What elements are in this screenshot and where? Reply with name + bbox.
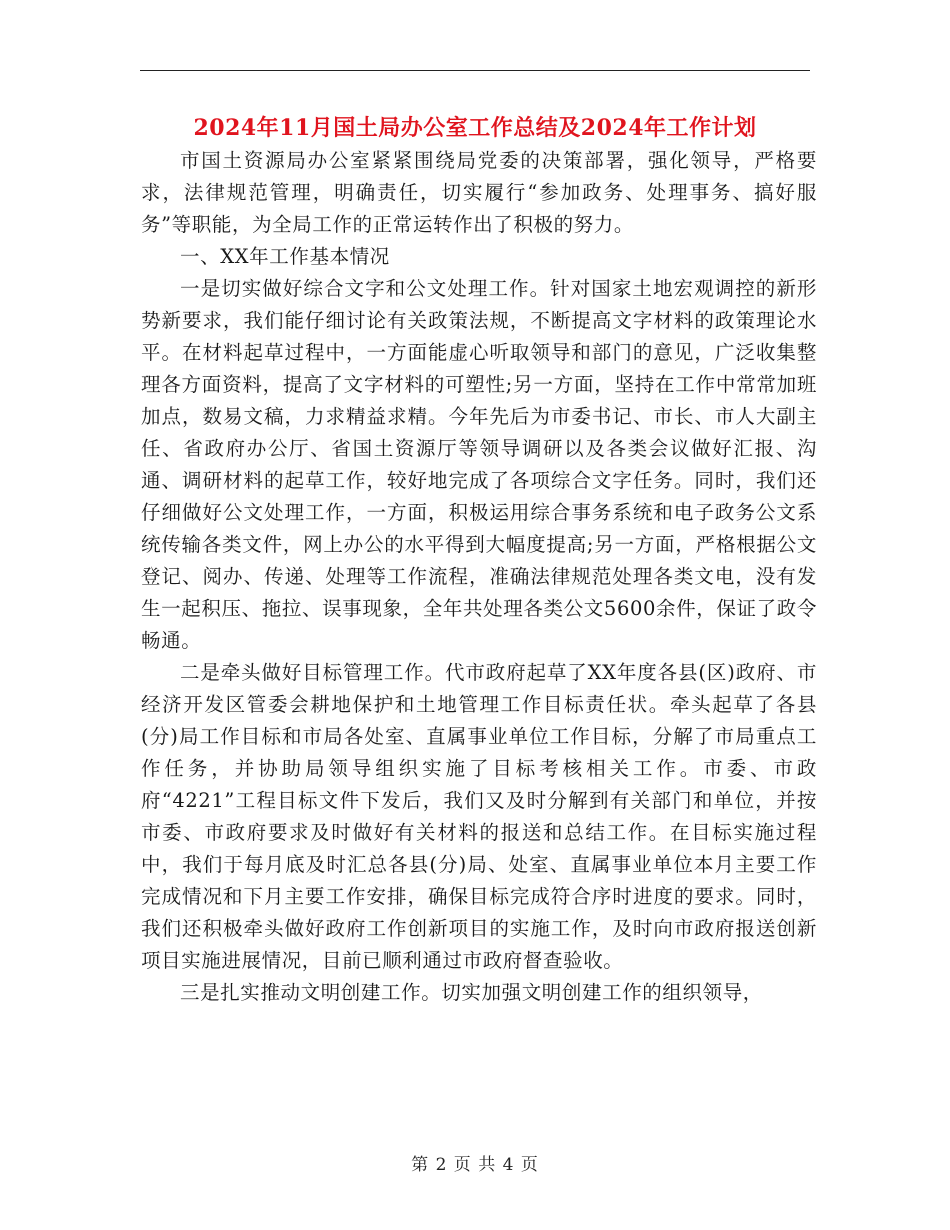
document-title: 2024年11月国土局办公室工作总结及2024年工作计划 <box>193 115 757 141</box>
document-body <box>141 145 817 1009</box>
section-heading: 一、XX年工作基本情况 <box>180 245 390 268</box>
paragraph-item-3: 三是扎实推动文明创建工作。切实加强文明创建工作的组织领导， <box>180 981 763 1004</box>
paragraph-item-2: 二是牵头做好目标管理工作。代市政府起草了XX年度各县(区)政府、市经济开发区管委会耕地保护和土地管理工作目标责任状。牵头起草了各县(分)局工作目标和市局各处室、直属事业单位工作目标，分解了市局重点工作任务，并协助局领导组织实施了目标考核相关工作。市委、市政府“4221”工程目标文件下发后，我们又及时分解到有关部门和单位，并按市委、市政府要求及时做好有关材料的报送和总结工作。在目标实施过程中，我们于每月底及时汇总各县(分)局、处室、直属事业单位本月主要工作完成情况和下月主要工作安排，确保目标完成符合序时进度的要求。同时，我们还积极牵头做好政府工作创新项目的实施工作，及时向市政府报送创新项目实施进展情况，目前已顺利通过市政府督查验收。 <box>141 661 817 972</box>
page-number-footer: 第 2 页 共 4 页 <box>411 1155 539 1175</box>
paragraph-intro: 市国土资源局办公室紧紧围绕局党委的决策部署，强化领导，严格要求，法律规范管理，明确责任，切实履行“参加政务、处理事务、搞好服务”等职能，为全局工作的正常运转作出了积极的努力。 <box>141 149 817 236</box>
paragraph-item-1: 一是切实做好综合文字和公文处理工作。针对国家土地宏观调控的新形势新要求，我们能仔细讨论有关政策法规，不断提高文字材料的政策理论水平。在材料起草过程中，一方面能虚心听取领导和部门的意见，广泛收集整理各方面资料，提高了文字材料的可塑性;另一方面，坚持在工作中常常加班加点，数易文稿，力求精益求精。今年先后为市委书记、市长、市人大副主任、省政府办公厅、省国土资源厅等领导调研以及各类会议做好汇报、沟通、调研材料的起草工作，较好地完成了各项综合文字任务。同时，我们还仔细做好公文处理工作，一方面，积极运用综合事务系统和电子政务公文系统传输各类文件，网上办公的水平得到大幅度提高;另一方面，严格根据公文登记、阅办、传递、处理等工作流程，准确法律规范处理各类文电，没有发生一起积压、拖拉、误事现象，全年共处理各类公文5600余件，保证了政令畅通。 <box>141 277 817 652</box>
header-rule <box>140 70 810 71</box>
